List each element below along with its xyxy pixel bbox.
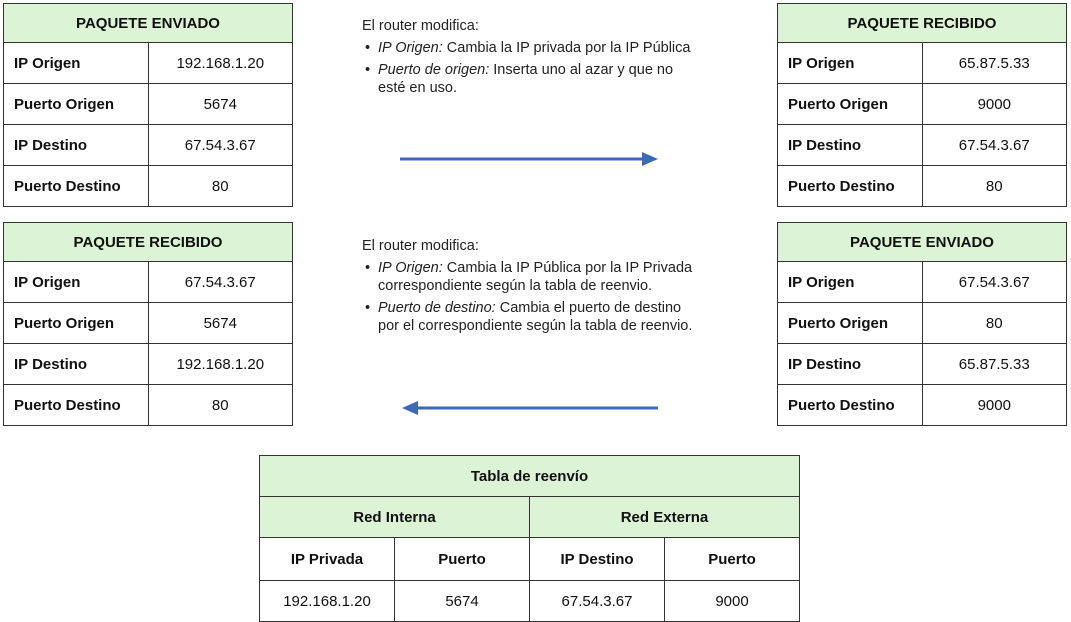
arrow-left-icon <box>398 398 662 418</box>
table-row <box>4 385 293 426</box>
packet-sent-table <box>3 3 293 207</box>
note-bullet <box>362 299 702 335</box>
row-value: 80 <box>148 385 293 426</box>
forwarding-table-title: Tabla de reenvío <box>260 456 800 497</box>
router-note-inbound <box>362 237 702 335</box>
column-header: Puerto <box>395 538 530 581</box>
note-term: IP Origen: <box>378 40 443 56</box>
packet-received-title: PAQUETE RECIBIDO <box>778 4 1067 43</box>
note-text: Cambia el puerto de destino por el correspondiente según la tabla de reenvio. <box>378 300 693 334</box>
arrow-right-icon <box>398 149 662 169</box>
table-row <box>778 125 1067 166</box>
note-text: Cambia la IP Pública por la IP Privada correspondiente según la tabla de reenvio. <box>378 260 693 294</box>
internal-network-header: Red Interna <box>260 497 530 538</box>
cell-private-ip: 192.168.1.20 <box>260 581 395 622</box>
table-row <box>778 303 1067 344</box>
table-row <box>260 581 800 622</box>
row-value: 9000 <box>922 84 1067 125</box>
table-row <box>778 344 1067 385</box>
column-header: IP Privada <box>260 538 395 581</box>
table-row <box>4 166 293 207</box>
column-header: Puerto <box>665 538 800 581</box>
row-label: Puerto Origen <box>778 84 923 125</box>
row-label: Puerto Destino <box>4 166 149 207</box>
row-label: Puerto Destino <box>4 385 149 426</box>
row-value: 9000 <box>922 385 1067 426</box>
table-row <box>778 43 1067 84</box>
table-row <box>778 84 1067 125</box>
row-value: 80 <box>922 303 1067 344</box>
row-value: 67.54.3.67 <box>148 125 293 166</box>
row-value: 5674 <box>148 303 293 344</box>
row-label: IP Origen <box>4 43 149 84</box>
row-label: IP Destino <box>778 344 923 385</box>
table-row <box>778 166 1067 207</box>
note-bullet <box>362 61 702 97</box>
table-row <box>4 303 293 344</box>
cell-destination-ip: 67.54.3.67 <box>530 581 665 622</box>
row-label: IP Origen <box>778 262 923 303</box>
table-row <box>778 385 1067 426</box>
table-row <box>4 84 293 125</box>
packet-received-table <box>777 3 1067 207</box>
table-row <box>4 262 293 303</box>
forwarding-table <box>259 455 800 622</box>
row-label: IP Origen <box>778 43 923 84</box>
packet-sent-title: PAQUETE ENVIADO <box>778 223 1067 262</box>
row-label: Puerto Origen <box>4 303 149 344</box>
row-label: IP Destino <box>4 125 149 166</box>
row-value: 65.87.5.33 <box>922 43 1067 84</box>
column-header: IP Destino <box>530 538 665 581</box>
packet-received-table <box>3 222 293 426</box>
row-value: 192.168.1.20 <box>148 344 293 385</box>
table-row <box>4 43 293 84</box>
row-label: IP Destino <box>778 125 923 166</box>
row-value: 80 <box>922 166 1067 207</box>
row-label: Puerto Destino <box>778 166 923 207</box>
row-value: 80 <box>148 166 293 207</box>
row-value: 67.54.3.67 <box>922 125 1067 166</box>
row-value: 192.168.1.20 <box>148 43 293 84</box>
table-row <box>4 125 293 166</box>
note-bullet <box>362 259 702 295</box>
external-network-header: Red Externa <box>530 497 800 538</box>
cell-internal-port: 5674 <box>395 581 530 622</box>
row-value: 65.87.5.33 <box>922 344 1067 385</box>
row-label: Puerto Origen <box>4 84 149 125</box>
packet-sent-title: PAQUETE ENVIADO <box>4 4 293 43</box>
row-label: Puerto Origen <box>778 303 923 344</box>
note-text: Cambia la IP privada por la IP Pública <box>442 40 691 56</box>
note-text: Inserta uno al azar y que no esté en uso. <box>378 62 674 96</box>
table-row <box>4 344 293 385</box>
note-term: Puerto de origen: <box>378 62 490 78</box>
cell-external-port: 9000 <box>665 581 800 622</box>
row-value: 67.54.3.67 <box>148 262 293 303</box>
row-value: 67.54.3.67 <box>922 262 1067 303</box>
row-label: IP Origen <box>4 262 149 303</box>
note-term: Puerto de destino: <box>378 300 496 316</box>
packet-sent-table <box>777 222 1067 426</box>
table-row <box>778 262 1067 303</box>
note-heading: El router modifica: <box>362 18 479 34</box>
note-heading: El router modifica: <box>362 238 479 254</box>
row-label: Puerto Destino <box>778 385 923 426</box>
router-note-outbound <box>362 17 702 97</box>
packet-received-title: PAQUETE RECIBIDO <box>4 223 293 262</box>
row-value: 5674 <box>148 84 293 125</box>
row-label: IP Destino <box>4 344 149 385</box>
note-term: IP Origen: <box>378 260 443 276</box>
note-bullet <box>362 39 702 57</box>
